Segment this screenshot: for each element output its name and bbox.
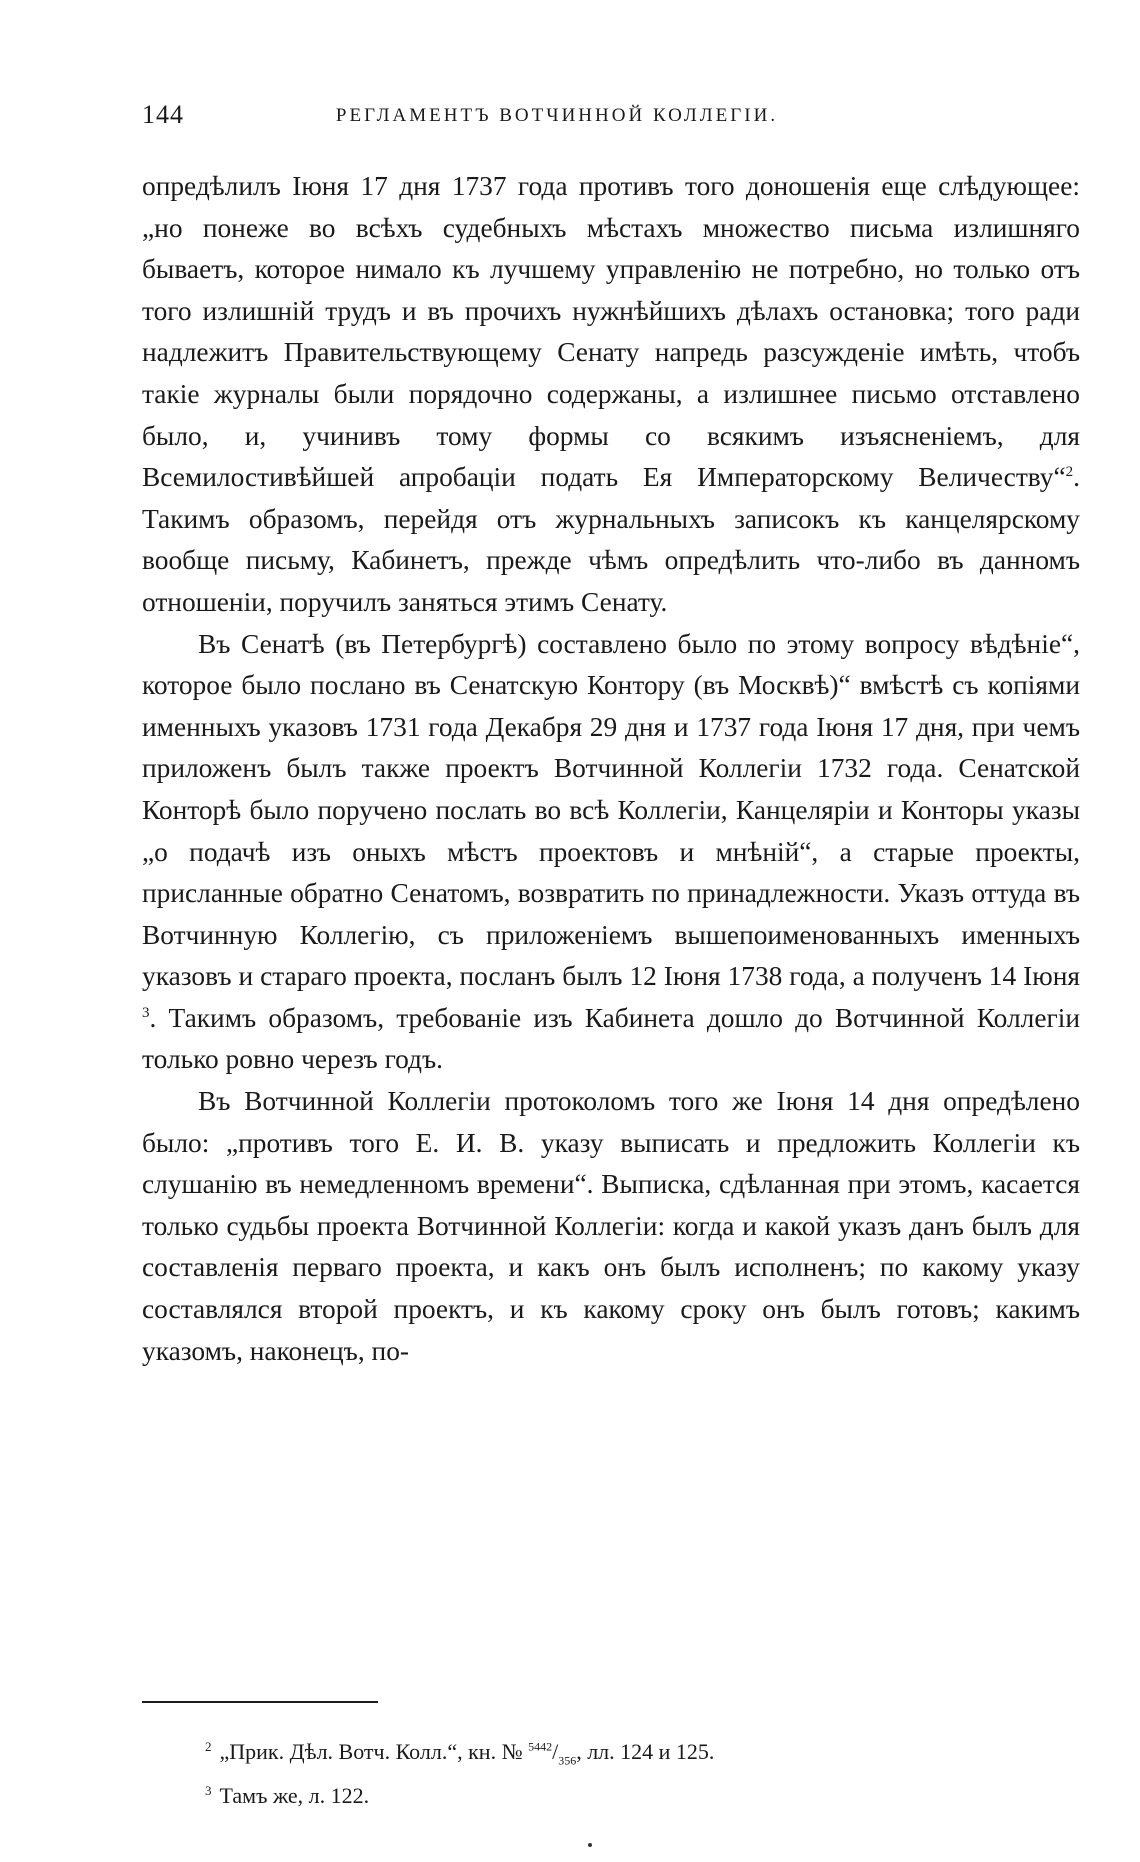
footnotes [205, 1730, 1065, 1818]
footnote [205, 1774, 1065, 1818]
footnote-text: Тамъ же, л. 122. [219, 1783, 370, 1808]
print-speck [588, 1843, 592, 1847]
footnote-marker: 3 [205, 1782, 212, 1798]
paragraph [142, 1081, 1080, 1372]
footnote-text: „Прик. Дѣл. Вотч. Колл.“, кн. № [219, 1739, 529, 1764]
footnote [205, 1730, 1065, 1774]
footnote-text: , лл. 124 и 125. [576, 1739, 715, 1764]
footnote-divider [142, 1701, 378, 1703]
paragraph [142, 624, 1080, 1082]
paragraph-text: Въ Вотчинной Коллегіи протоколомъ того же Іюня 14 дня опредѣлено было: „противъ того Е. И. В. указу выписать и предложить Коллегіи къ слушанію въ немедленномъ времени“. Выписка, сдѣланная при этомъ, касается только судьбы проекта Вотчинной Коллегіи: когда и какой указъ данъ былъ для составленія перваго проекта, и какъ онъ былъ исполненъ; по какому указу составлялся второй проектъ, и къ какому сроку онъ былъ готовъ; какимъ указомъ, наконецъ, по- [142, 1086, 1080, 1366]
footnote-reference: 2 [1065, 464, 1074, 481]
footnote-marker: 2 [205, 1738, 212, 1754]
page-number: 144 [142, 100, 184, 129]
running-title: РЕГЛАМЕНТЪ ВОТЧИННОЙ КОЛЛЕГІИ. [335, 105, 779, 126]
fraction-denominator: 356 [558, 1753, 577, 1768]
paragraph-text: опредѣлилъ Іюня 17 дня 1737 года противъ того доношенія еще слѣдующее: „но понеже во всѣхъ судебныхъ мѣстахъ множество письма излишняго бываетъ, которое нимало къ лучшему управленію не потребно, но только отъ того излишній трудъ и въ прочихъ нужнѣйшихъ дѣлахъ остановка; того ради надлежитъ Правительствующему Сенату напредь разсужденіе имѣть, чтобъ такіе журналы были порядочно содержаны, а излишнее письмо отставлено было, и, учинивъ тому формы со всякимъ изъясненіемъ, для Всемилостивѣйшей апробаціи подать Ея Императорскому Величеству“ [142, 171, 1080, 493]
paragraph-text: . Такимъ образомъ, перейдя отъ журнальныхъ записокъ къ канцелярскому вообще письму, Кабинетъ, прежде чѣмъ опредѣлить что-либо въ данномъ отношеніи, поручилъ заняться этимъ Сенату. [142, 462, 1080, 617]
page-header [142, 100, 972, 134]
paragraph [142, 166, 1080, 624]
paragraph-text: . Такимъ образомъ, требованіе изъ Кабинета дошло до Вотчинной Коллегіи только ровно черезъ годъ. [142, 1002, 1080, 1075]
fraction-numerator: 5442 [528, 1739, 553, 1754]
paragraph-text: Въ Сенатѣ (въ Петербургѣ) составлено было по этому вопросу вѣдѣніе“, которое было послано въ Сенатскую Контору (въ Москвѣ)“ вмѣстѣ съ копіями именныхъ указовъ 1731 года Декабря 29 дня и 1737 года Іюня 17 дня, при чемъ приложенъ былъ также проектъ Вотчинной Коллегіи 1732 года. Сенатской Конторѣ было поручено послать во всѣ Коллегіи, Канцеляріи и Конторы указы „о подачѣ изъ оныхъ мѣстъ проектовъ и мнѣній“, а старые проекты, присланные обратно Сенатомъ, возвратить по принадлежности. Указъ оттуда въ Вотчинную Коллегію, съ приложеніемъ вышепоименованныхъ именныхъ указовъ и стараго проекта, посланъ былъ 12 Іюня 1738 года, а полученъ 14 Іюня [142, 628, 1080, 992]
main-text [142, 166, 1080, 1372]
footnote-fraction: $^{5442}/_{356}$ [528, 1739, 577, 1768]
footnote-reference: 3 [142, 1004, 150, 1021]
